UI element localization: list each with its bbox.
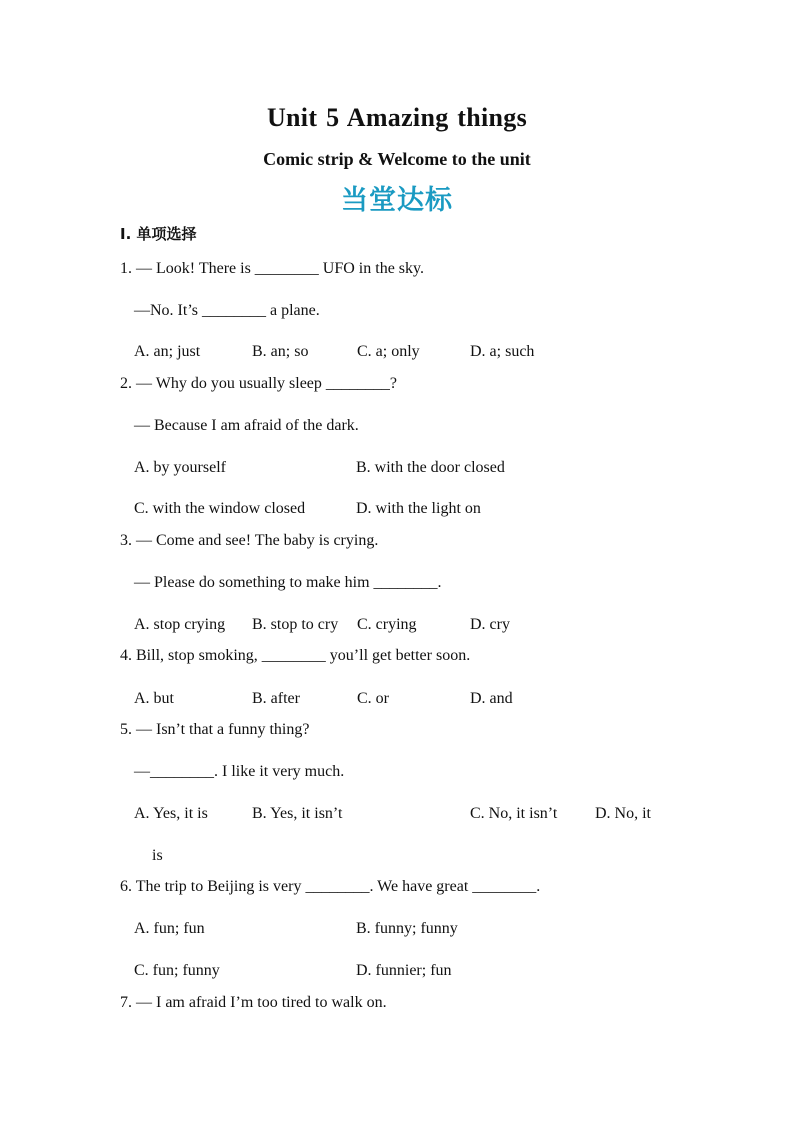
- question-5-option-b: B. Yes, it isn’t: [252, 805, 343, 822]
- question-1-option-b: B. an; so: [252, 343, 309, 360]
- question-6-option-a: A. fun; fun: [134, 920, 205, 937]
- question-6-stem: 6. The trip to Beijing is very ________. We have great ________.: [120, 878, 541, 895]
- question-5-option-d-continued: is: [152, 847, 163, 864]
- question-7-stem: 7. — I am afraid I’m too tired to walk on.: [120, 994, 387, 1011]
- question-6-option-b: B. funny; funny: [356, 920, 458, 937]
- question-4-option-c: C. or: [357, 690, 389, 707]
- question-2-reply: — Because I am afraid of the dark.: [134, 417, 359, 434]
- question-2-stem: 2. — Why do you usually sleep ________?: [120, 375, 398, 392]
- page-title: Unit 5 Amazing things: [266, 103, 528, 132]
- section-heading: Ⅰ. 单项选择: [120, 225, 197, 243]
- question-2-option-d: D. with the light on: [356, 500, 481, 517]
- question-5-option-a: A. Yes, it is: [134, 805, 208, 822]
- question-3-option-d: D. cry: [470, 616, 510, 633]
- question-5-stem: 5. — Isn’t that a funny thing?: [120, 721, 310, 738]
- question-4-option-b: B. after: [252, 690, 300, 707]
- question-4-option-a: A. but: [134, 690, 174, 707]
- question-6-option-d: D. funnier; fun: [356, 962, 452, 979]
- question-1-option-a: A. an; just: [134, 343, 201, 360]
- question-3-reply: — Please do something to make him ________.: [134, 574, 442, 591]
- question-2-option-b: B. with the door closed: [356, 459, 505, 476]
- question-5-option-d: D. No, it: [595, 805, 651, 822]
- question-5-reply: —________. I like it very much.: [134, 763, 345, 780]
- question-5-option-c: C. No, it isn’t: [470, 805, 558, 822]
- question-6-option-c: C. fun; funny: [134, 962, 220, 979]
- question-4-option-d: D. and: [470, 690, 513, 707]
- question-1-option-c: C. a; only: [357, 343, 420, 360]
- question-3-option-a: A. stop crying: [134, 616, 226, 633]
- question-3-option-c: C. crying: [357, 616, 417, 633]
- section-banner: 当堂达标: [341, 185, 453, 216]
- question-1-reply: —No. It’s ________ a plane.: [134, 302, 320, 319]
- question-2-option-a: A. by yourself: [134, 459, 226, 476]
- question-4-stem: 4. Bill, stop smoking, ________ you’ll get better soon.: [120, 647, 471, 664]
- question-3-option-b: B. stop to cry: [252, 616, 339, 633]
- question-3-stem: 3. — Come and see! The baby is crying.: [120, 532, 379, 549]
- question-2-option-c: C. with the window closed: [134, 500, 306, 517]
- page-subtitle: Comic strip & Welcome to the unit: [263, 149, 531, 169]
- question-1-stem: 1. — Look! There is ________ UFO in the sky.: [120, 260, 424, 277]
- question-1-option-d: D. a; such: [470, 343, 535, 360]
